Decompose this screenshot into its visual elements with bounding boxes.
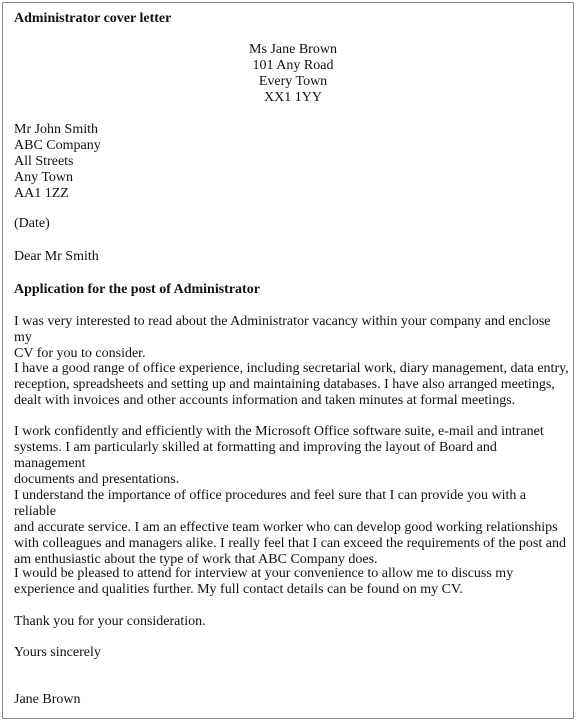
sender-name: Ms Jane Brown xyxy=(249,42,337,57)
paragraph-line: systems. I am particularly skilled at formatting and improving the layout of Board and management xyxy=(14,440,497,471)
salutation: Dear Mr Smith xyxy=(14,249,99,264)
paragraph-interview xyxy=(14,566,570,598)
paragraph-procedures xyxy=(14,488,570,568)
sender-line2: Every Town xyxy=(258,74,328,89)
recipient-street: All Streets xyxy=(14,154,74,169)
paragraph-line: documents and presentations. xyxy=(14,472,180,487)
signature-name: Jane Brown xyxy=(14,692,81,707)
cover-letter xyxy=(3,3,573,718)
paragraph-software xyxy=(14,424,570,488)
paragraph-line: and accurate service. I am an effective team worker who can develop good working relationships xyxy=(14,520,558,535)
sender-line1: 101 Any Road xyxy=(252,58,334,73)
paragraph-line: I would be pleased to attend for interview at your convenience to allow me to discuss my xyxy=(14,566,514,581)
paragraph-line: CV for you to consider. xyxy=(14,346,146,361)
paragraph-line: with colleagues and managers alike. I really feel that I can exceed the requirements of the post and xyxy=(14,536,566,551)
paragraph-line: am enthusiastic about the type of work that ABC Company does. xyxy=(14,552,378,567)
paragraph-line: I work confidently and efficiently with the Microsoft Office software suite, e-mail and intranet xyxy=(14,424,544,439)
page-title: Administrator cover letter xyxy=(14,11,172,26)
paragraph-line: experience and qualities further. My full contact details can be found on my CV. xyxy=(14,582,463,597)
paragraph-line: reception, spreadsheets and setting up and maintaining databases. I have also arranged meetings, xyxy=(14,377,555,392)
date-line: (Date) xyxy=(14,216,50,231)
paragraph-line: I was very interested to read about the Administrator vacancy within your company and enclose my xyxy=(14,314,551,345)
document-frame xyxy=(2,2,574,719)
paragraph-line: I understand the importance of office procedures and feel sure that I can provide you with a reliable xyxy=(14,488,527,519)
paragraph-interest xyxy=(14,314,570,362)
paragraph-line: dealt with invoices and other accounts information and taken minutes at formal meetings. xyxy=(14,393,516,408)
recipient-town: Any Town xyxy=(14,170,74,185)
paragraph-experience xyxy=(14,361,570,409)
closing-line: Yours sincerely xyxy=(14,645,101,660)
sender-postcode: XX1 1YY xyxy=(264,90,322,105)
thanks-line: Thank you for your consideration. xyxy=(14,614,206,629)
sender-address-lines xyxy=(249,42,337,106)
recipient-address xyxy=(14,122,101,202)
subject-line: Application for the post of Administrator xyxy=(14,282,260,297)
paragraph-line: I have a good range of office experience, including secretarial work, diary management, data entry, xyxy=(14,361,569,376)
recipient-company: ABC Company xyxy=(14,138,101,153)
recipient-postcode: AA1 1ZZ xyxy=(14,186,69,201)
recipient-name: Mr John Smith xyxy=(14,122,99,137)
